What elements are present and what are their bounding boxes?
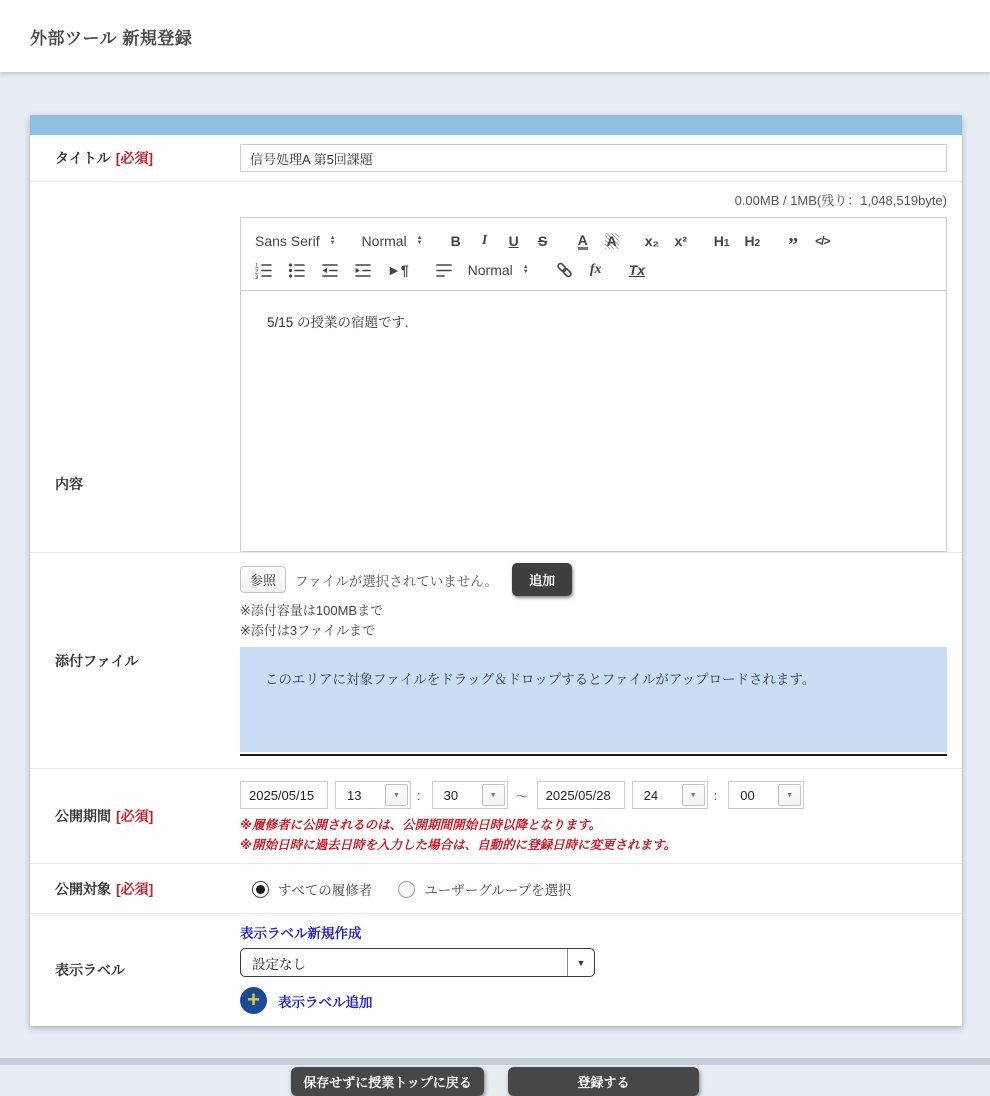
required-badge: [必須] [115,150,154,166]
radio-all-students[interactable] [252,879,372,899]
create-label-link[interactable]: 表示ラベル新規作成 [240,926,362,942]
size-select[interactable] [362,233,423,249]
svg-text:1: 1 [255,263,259,269]
time-colon: : [417,787,421,803]
display-label-select[interactable] [240,948,595,977]
radio-selected-icon[interactable] [252,881,269,898]
attachment-label-text: 添付ファイル [55,652,139,669]
title-input[interactable] [240,144,947,172]
end-date-input[interactable]: 2025/05/28 [537,781,625,809]
bold-icon[interactable]: B [450,232,461,249]
required-badge: [必須] [116,808,154,825]
header-select[interactable] [468,262,529,278]
attachment-label [30,553,240,768]
footer-buttons [0,1067,990,1096]
content-size-info: 0.00MB / 1MB(残り：1,048,519byte) [734,193,947,208]
file-dropzone[interactable]: このエリアに対象ファイルをドラッグ＆ドロップするとファイルがアップロードされます。 [240,647,947,752]
target-row [30,864,962,914]
display-label-row [30,914,962,1026]
ordered-list-icon[interactable] [255,261,273,279]
editor-body[interactable]: 5/15 の授業の宿題です. [267,315,409,330]
header1-icon[interactable]: H1 [713,232,730,249]
italic-icon[interactable]: I [481,232,488,248]
browse-button[interactable]: 参照 [240,566,286,593]
header-select-value: Normal [467,261,513,278]
period-warning: ※開始日時に過去日時を入力した場合は、自動的に登録日時に変更されます。 [240,838,677,853]
indent-icon[interactable] [354,261,372,279]
attachment-row [30,553,962,769]
period-row [30,769,962,864]
period-label-text: 公開期間 [55,808,111,825]
font-select[interactable] [255,233,336,249]
dropzone-underline [240,754,947,756]
target-label [30,864,240,913]
display-label-select-value: 設定なし [252,956,306,972]
bottom-strip [0,1058,990,1065]
header2-icon[interactable]: H2 [744,232,761,249]
superscript-icon[interactable]: x² [674,232,687,249]
attachment-note: ※添付容量は100MBまで [240,603,384,618]
underline-icon[interactable]: U [508,232,519,249]
content-label-text: 内容 [55,476,83,492]
editor-toolbar [241,218,946,291]
end-minute-value: 00 [740,787,755,803]
display-label-label [30,914,240,1026]
dropdown-arrow-icon[interactable]: ▼ [482,784,505,806]
text-color-icon[interactable]: A [577,231,588,248]
period-warning: ※履修者に公開されるのは、公開期間開始日時以降となります。 [240,818,602,833]
dropdown-arrow-icon[interactable]: ▼ [682,784,705,806]
radio-unselected-icon[interactable] [398,881,415,898]
required-badge: [必須] [116,880,154,897]
period-tilde: ～ [515,788,529,804]
dropdown-arrow-icon[interactable]: ▼ [385,784,408,806]
time-colon: : [713,787,718,803]
radio-user-group-label: ユーザーグループを選択 [424,883,572,899]
align-icon[interactable] [435,261,453,279]
content-label [30,182,240,552]
outdent-icon[interactable] [321,261,339,279]
period-label [30,769,240,863]
text-direction-icon[interactable]: ►¶ [387,261,409,278]
page-title: 外部ツール 新規登録 [30,28,193,48]
select-arrows-icon: ▲ ▼ [416,234,423,246]
formula-icon[interactable]: fx [589,261,602,277]
plus-icon[interactable]: + [240,987,267,1014]
strikethrough-icon[interactable]: S [537,232,548,249]
dropdown-arrow-icon[interactable]: ▼ [778,784,801,806]
display-label-text: 表示ラベル [55,962,125,979]
select-arrows-icon: ▲ ▼ [329,234,336,246]
size-select-value: Normal [361,232,407,249]
add-file-button[interactable]: 追加 [512,563,572,596]
add-label-link[interactable]: 表示ラベル追加 [278,994,373,1010]
radio-user-group[interactable] [398,879,571,899]
start-minute-value: 30 [443,787,459,803]
end-hour-value: 24 [643,787,659,803]
start-minute-select[interactable] [432,781,508,809]
radio-all-students-label: すべての履修者 [278,883,373,899]
start-hour-value: 13 [347,787,362,803]
target-label-text: 公開対象 [55,880,111,897]
back-button[interactable]: 保存せずに授業トップに戻る [291,1067,484,1096]
page-header [0,0,990,72]
svg-text:2: 2 [255,269,259,275]
clean-format-icon[interactable]: Tx [628,261,646,278]
no-file-text: ファイルが選択されていません。 [295,573,499,589]
select-arrows-icon: ▲ ▼ [522,263,529,275]
title-row [30,135,962,182]
bullet-list-icon[interactable] [288,261,306,279]
card-accent-bar [30,115,962,135]
svg-text:3: 3 [255,274,259,279]
background-color-icon[interactable]: A [606,232,617,249]
content-row [30,182,962,553]
dropdown-arrow-icon[interactable]: ▼ [567,949,594,976]
subscript-icon[interactable]: x₂ [644,232,659,249]
end-minute-select[interactable] [728,781,804,809]
title-label-text: タイトル [55,150,111,166]
form-card [30,115,962,1026]
rich-text-editor [240,217,947,552]
title-label [30,135,240,181]
code-block-icon[interactable]: </> [815,233,830,248]
start-hour-select[interactable] [335,781,411,809]
attachment-note: ※添付は3ファイルまで [240,623,375,639]
submit-button[interactable]: 登録する [508,1067,699,1096]
link-icon[interactable] [555,261,574,279]
blockquote-icon[interactable]: ” [788,233,799,256]
start-date-input[interactable]: 2025/05/15 [240,781,328,809]
end-hour-select[interactable] [632,781,708,809]
font-select-value: Sans Serif [255,232,320,249]
